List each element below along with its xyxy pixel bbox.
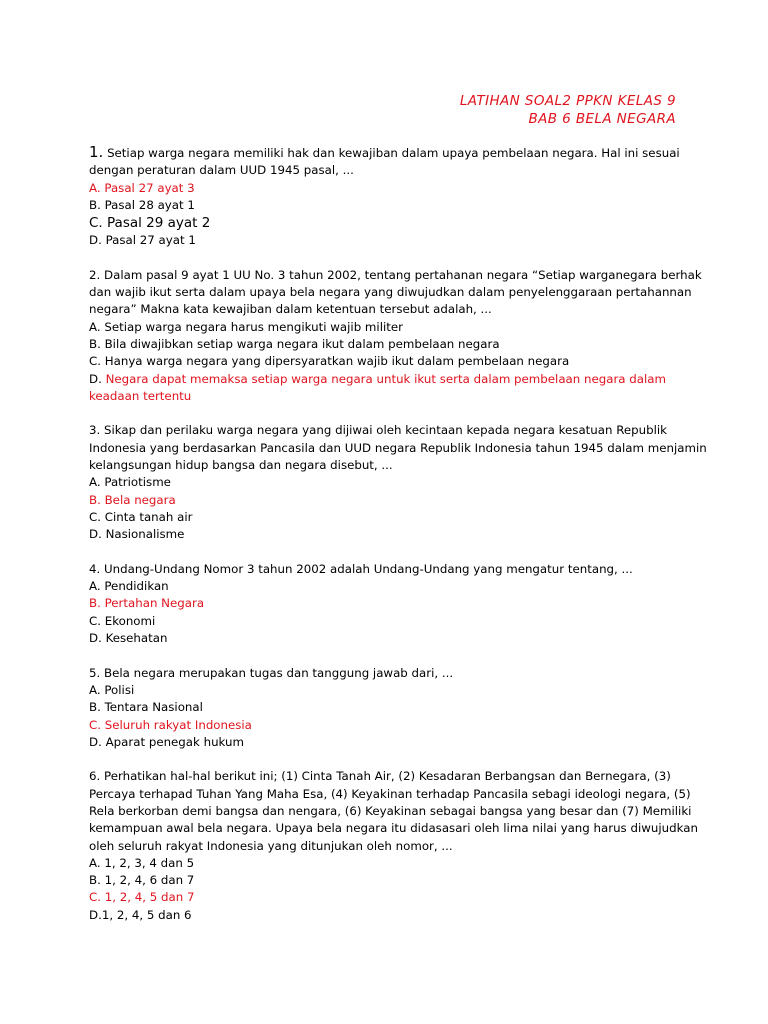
option-d: D. Kesehatan [89,631,168,646]
option-a: A. Pasal 27 ayat 3 [89,180,195,195]
question-2 [89,267,702,405]
title-line-2: BAB 6 BELA NEGARA [528,111,676,127]
question-3 [89,422,707,543]
option-c: C. Hanya warga negara yang dipersyaratkan wajib ikut dalam pembelaan negara [89,354,570,369]
option-b: B. Tentara Nasional [89,700,203,715]
option-d: D.1, 2, 4, 5 dan 6 [89,907,192,922]
question-stem-line: Indonesia yang berdasarkan Pancasila dan UUD negara Republik Indonesia tahun 1945 dalam menjamin [89,440,707,455]
question-stem-line: kemampuan awal bela negara. Upaya bela negara itu didasasari oleh lima nilai yang harus diwujudkan [89,821,698,836]
question-stem-line: dan wajib ikut serta dalam upaya bela negara yang diwujudkan dalam penyelenggaraan pertahannan [89,285,692,300]
option-b: B. Pasal 28 ayat 1 [89,197,195,212]
option-c: C. Pasal 29 ayat 2 [89,215,211,232]
option-b: B. Bela negara [89,492,176,507]
question-1 [89,144,689,249]
option-d: D. Nasionalisme [89,527,185,542]
option-b: B. Pertahan Negara [89,596,205,611]
option-d: D. Pasal 27 ayat 1 [89,233,196,248]
option-letter: D. [89,371,102,386]
option-c: C. 1, 2, 4, 5 dan 7 [89,890,195,905]
option-d-continued: keadaan tertentu [89,388,192,403]
question-stem-line: Percaya terhapad Tuhan Yang Maha Esa, (4) Keyakinan terhadap Pancasila sebagi ideologi negara, (5) [89,786,691,801]
option-text: Negara dapat memaksa setiap warga negara untuk ikut serta dalam pembelaan negara dalam [105,371,667,386]
option-b: B. Bila diwajibkan setiap warga negara ikut dalam pembelaan negara [89,336,500,351]
question-4 [89,561,689,647]
option-d [89,371,689,388]
question-stem-line: 3. Sikap dan perilaku warga negara yang dijiwai oleh kecintaan kepada negara kesatuan Republik [89,423,668,438]
document-title [460,92,676,128]
option-d: D. Aparat penegak hukum [89,734,244,749]
title-line-1: LATIHAN SOAL2 PPKN KELAS 9 [459,93,676,109]
question-stem-line: Rela berkorban demi bangsa dan nengara, (6) Keyakinan sebagai bangsa yang besar dan (7) Memiliki [89,803,692,818]
option-c: C. Seluruh rakyat Indonesia [89,717,252,732]
option-a: A. 1, 2, 3, 4 dan 5 [89,855,195,870]
question-stem-line: negara” Makna kata kewajiban dalam ketentuan tersebut adalah, ... [89,302,492,317]
option-a: A. Pendidikan [89,579,169,594]
question-stem-line: 6. Perhatikan hal-hal berikut ini; (1) Cinta Tanah Air, (2) Kesadaran Berbangsan dan Bernegara, (3) [89,769,671,784]
question-5 [89,665,689,751]
question-number: 1. [89,143,104,161]
option-a: A. Polisi [89,682,135,697]
question-stem-line: dengan peraturan dalam UUD 1945 pasal, ... [89,163,354,178]
option-a: A. Setiap warga negara harus mengikuti wajib militer [89,319,403,334]
option-a: A. Patriotisme [89,475,171,490]
question-stem: 1. Setiap warga negara memiliki hak dan kewajiban dalam upaya pembelaan negara. Hal ini sesuai [89,143,680,161]
option-b: B. 1, 2, 4, 6 dan 7 [89,873,195,888]
question-6 [89,768,698,924]
option-c: C. Cinta tanah air [89,509,193,524]
question-stem-line: kelangsungan hidup bangsa dan negara disebut, ... [89,458,393,473]
question-stem-line: 5. Bela negara merupakan tugas dan tanggung jawab dari, ... [89,665,454,680]
option-c: C. Ekonomi [89,613,156,628]
question-stem-line: 4. Undang-Undang Nomor 3 tahun 2002 adalah Undang-Undang yang mengatur tentang, ... [89,561,633,576]
question-stem-line: 2. Dalam pasal 9 ayat 1 UU No. 3 tahun 2002, tentang pertahanan negara “Setiap warganegara berhak [89,267,702,282]
question-list [89,143,707,941]
question-stem-line: oleh seluruh rakyat Indonesia yang ditunjukan oleh nomor, ... [89,838,453,853]
